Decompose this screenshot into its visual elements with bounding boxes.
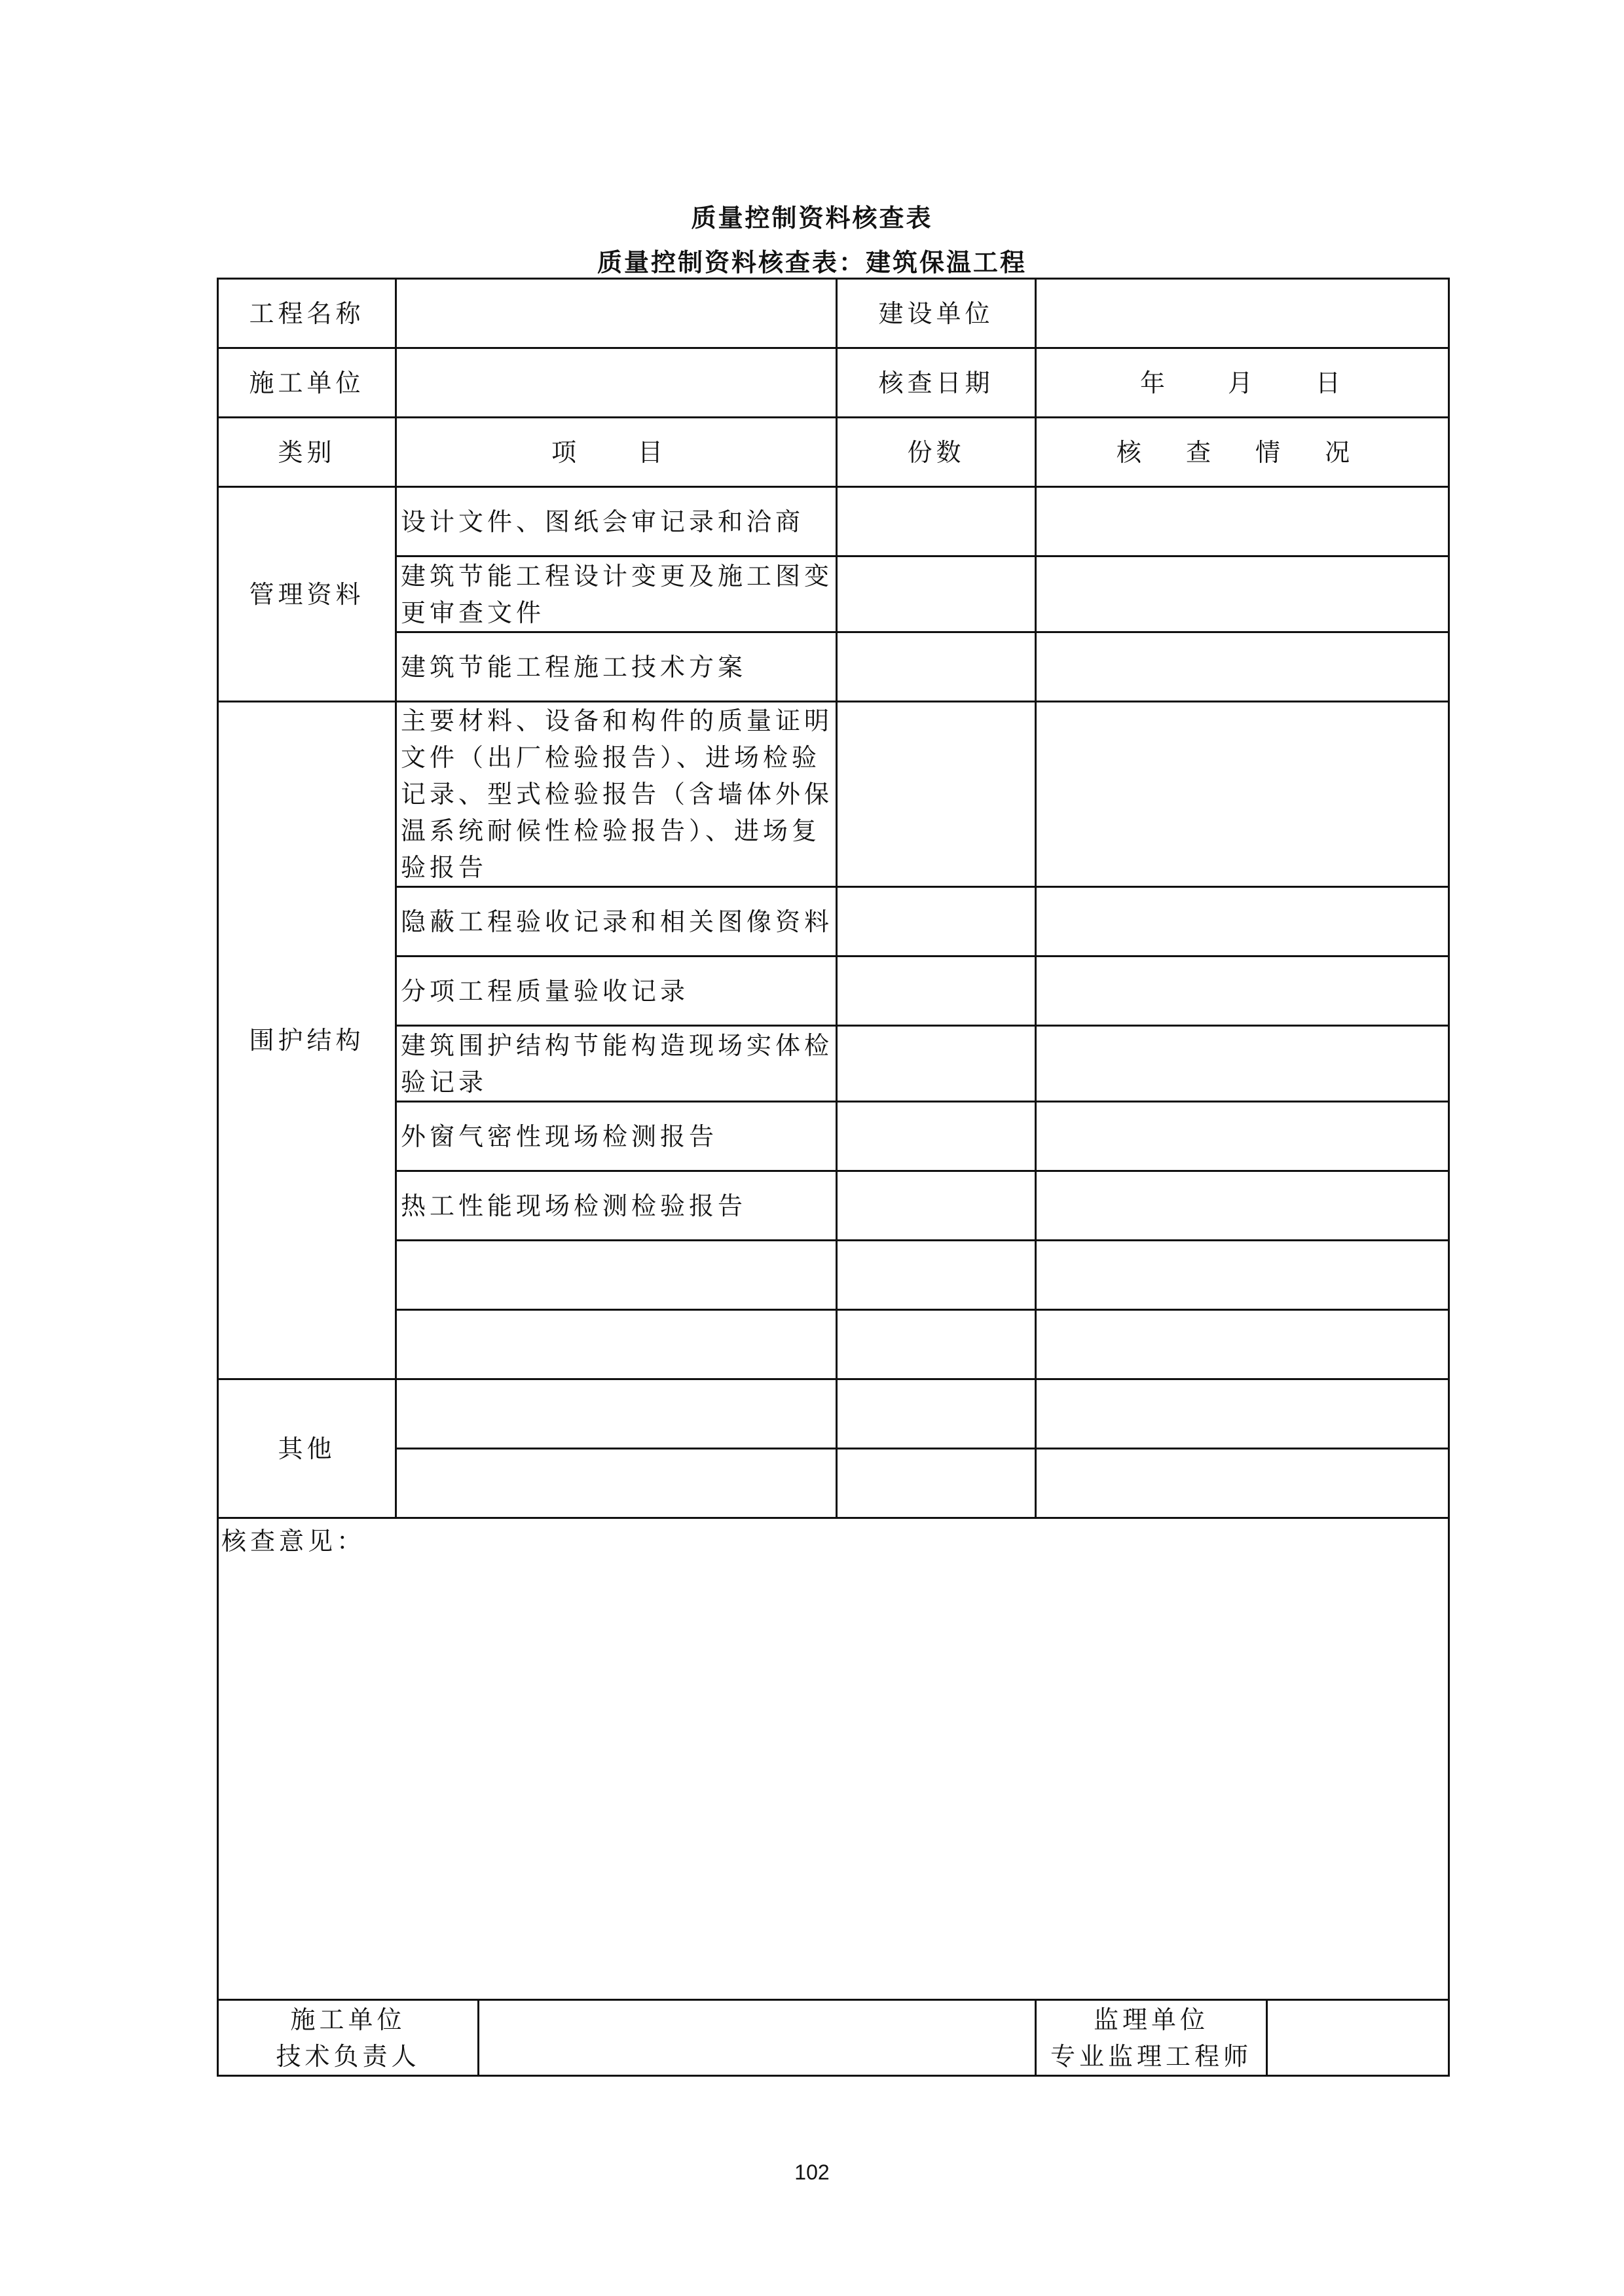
item-envelope-4: 建筑围护结构节能构造现场实体检验记录 [396,1026,837,1102]
item-management-2: 建筑节能工程设计变更及施工图变更审查文件 [396,556,837,632]
item-envelope-5: 外窗气密性现场检测报告 [396,1102,837,1171]
check-date-field[interactable] [1036,348,1449,418]
col-category-header: 类别 [218,418,396,487]
status-cell[interactable] [1036,1449,1449,1518]
copies-cell[interactable] [837,1171,1036,1241]
form-subtitle: 质量控制资料核查表：建筑保温工程 [597,248,1027,277]
date-month: 月 [1227,368,1257,397]
col-item-header: 项 目 [396,418,837,487]
copies-cell[interactable] [837,632,1036,702]
sign-supervisor-label [1036,2000,1267,2076]
status-cell[interactable] [1036,1171,1449,1241]
status-cell[interactable] [1036,702,1449,887]
item-envelope-2: 隐蔽工程验收记录和相关图像资料 [396,887,837,957]
item-other-blank[interactable] [396,1449,837,1518]
project-name-label: 工程名称 [218,279,396,348]
item-other-blank[interactable] [396,1379,837,1449]
col-status-header: 核 查 情 况 [1036,418,1449,487]
sign-contractor-line1: 施工单位 [290,2005,406,2034]
copies-cell[interactable] [837,1310,1036,1379]
copies-cell[interactable] [837,887,1036,957]
sign-contractor-line2: 技术负责人 [276,2041,420,2071]
project-name-field[interactable] [396,279,837,348]
status-cell[interactable] [1036,1102,1449,1171]
client-label: 建设单位 [837,279,1036,348]
sign-supervisor-line1: 监理单位 [1093,2005,1209,2034]
item-envelope-3: 分项工程质量验收记录 [396,957,837,1026]
date-year: 年 [1139,368,1169,397]
copies-cell[interactable] [837,487,1036,556]
check-opinion-cell[interactable] [218,1518,1449,2000]
contractor-field[interactable] [396,348,837,418]
status-cell[interactable] [1036,957,1449,1026]
check-date-label: 核查日期 [837,348,1036,418]
copies-cell[interactable] [837,556,1036,632]
category-envelope: 围护结构 [218,702,396,1379]
item-management-1: 设计文件、图纸会审记录和洽商 [396,487,837,556]
item-management-3: 建筑节能工程施工技术方案 [396,632,837,702]
client-field[interactable] [1036,279,1449,348]
sign-contractor-field[interactable] [479,2000,1036,2076]
category-management: 管理资料 [218,487,396,702]
status-cell[interactable] [1036,887,1449,957]
contractor-label: 施工单位 [218,348,396,418]
copies-cell[interactable] [837,1449,1036,1518]
copies-cell[interactable] [837,702,1036,887]
status-cell[interactable] [1036,1310,1449,1379]
copies-cell[interactable] [837,1102,1036,1171]
check-table [217,278,1450,2077]
status-cell[interactable] [1036,632,1449,702]
sign-supervisor-field[interactable] [1267,2000,1449,2076]
status-cell[interactable] [1036,556,1449,632]
sign-contractor-label [218,2000,479,2076]
item-envelope-1: 主要材料、设备和构件的质量证明文件（出厂检验报告）、进场检验记录、型式检验报告（含墙体外保温系统耐候性检验报告）、进场复验报告 [396,702,837,887]
item-envelope-6: 热工性能现场检测检验报告 [396,1171,837,1241]
status-cell[interactable] [1036,1241,1449,1310]
col-copies-header: 份数 [837,418,1036,487]
status-cell[interactable] [1036,1026,1449,1102]
sign-supervisor-line2: 专业监理工程师 [1050,2041,1252,2071]
status-cell[interactable] [1036,1379,1449,1449]
copies-cell[interactable] [837,957,1036,1026]
item-envelope-blank[interactable] [396,1310,837,1379]
date-day: 日 [1316,368,1345,397]
form-title: 质量控制资料核查表 [691,204,933,232]
check-opinion-label: 核查意见： [221,1527,366,1556]
copies-cell[interactable] [837,1379,1036,1449]
status-cell[interactable] [1036,487,1449,556]
copies-cell[interactable] [837,1241,1036,1310]
page-number: 102 [794,2160,830,2184]
item-envelope-blank[interactable] [396,1241,837,1310]
category-other: 其他 [218,1379,396,1518]
copies-cell[interactable] [837,1026,1036,1102]
